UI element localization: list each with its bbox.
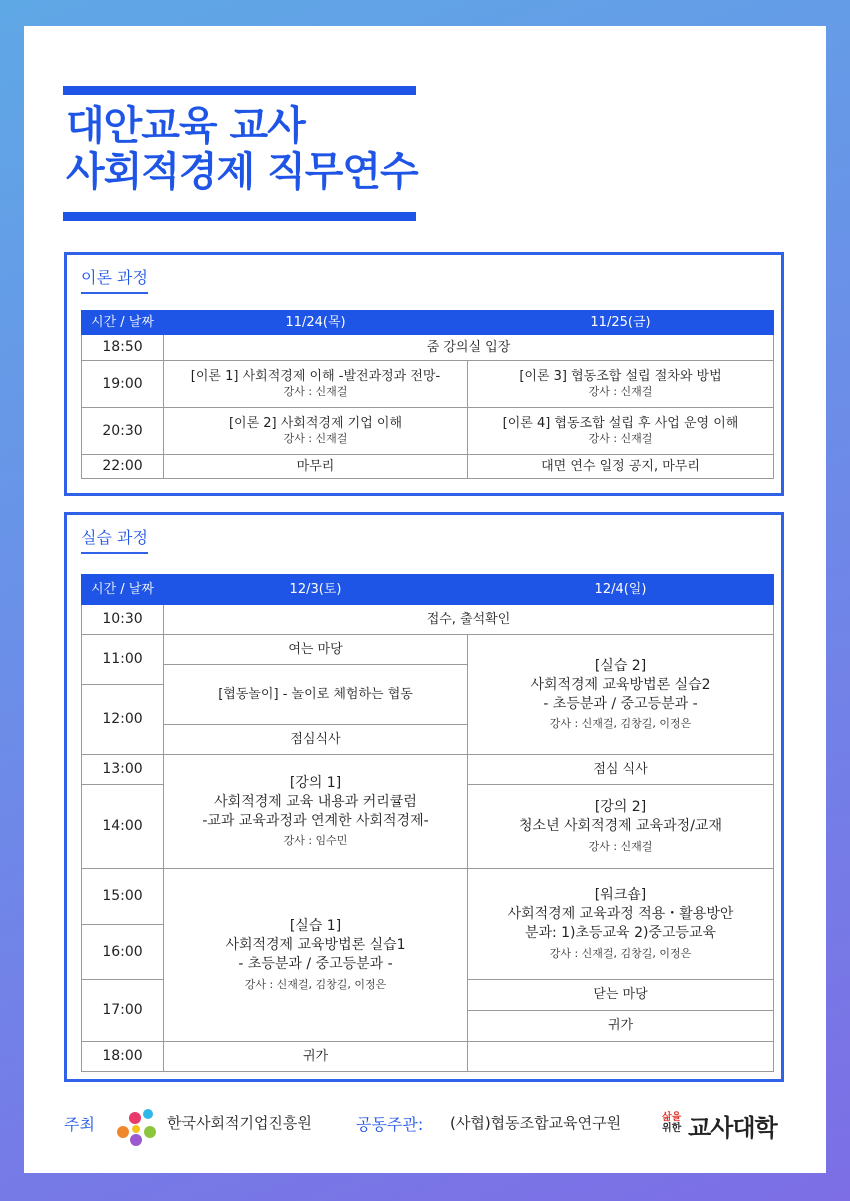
schedule-cell: 귀가 xyxy=(164,1042,468,1072)
session-title: [이론 4] 협동조합 설립 후 사업 운영 이해 xyxy=(502,415,739,431)
session-title: 사회적경제 교육방법론 실습2 xyxy=(530,676,711,693)
theory-col-day1: 11/24(목) xyxy=(164,311,468,335)
theory-section xyxy=(64,252,784,496)
session-subtitle: - 초등분과 / 중고등분과 - xyxy=(238,956,393,973)
session-title: 사회적경제 교육과정 적용・활용방안 xyxy=(507,906,734,923)
teacher-college-logo xyxy=(662,1112,681,1134)
session-title: 청소년 사회적경제 교육과정/교재 xyxy=(519,818,722,835)
session-subtitle: -교과 교육과정과 연계한 사회적경제- xyxy=(202,812,429,829)
logo-big-text: 교사대학 xyxy=(688,1114,777,1142)
schedule-cell: 접수, 출석확인 xyxy=(164,605,774,635)
title-line-2: 사회적경제 직무연수 xyxy=(66,149,418,195)
session-label: [워크숍] xyxy=(594,887,647,904)
session-label: [강의 1] xyxy=(289,774,342,791)
schedule-cell xyxy=(468,785,774,869)
time-cell: 13:00 xyxy=(82,755,164,785)
session-label: [실습 2] xyxy=(594,657,647,674)
lecturer-label: 강사 : 신재걸 xyxy=(588,385,653,399)
logo-small-top: 삶을 xyxy=(662,1112,682,1123)
session-title: 사회적경제 교육 내용과 커리큘럼 xyxy=(214,793,417,810)
session-title: [이론 3] 협동조합 설립 절차와 방법 xyxy=(519,368,722,384)
schedule-cell xyxy=(468,408,774,455)
lecturer-label: 강사 : 신재걸, 김창길, 이정은 xyxy=(549,717,692,731)
time-cell: 15:00 xyxy=(82,869,164,925)
host-org: 한국사회적기업진흥원 xyxy=(167,1114,312,1132)
schedule-cell xyxy=(468,869,774,980)
lecturer-label: 강사 : 임수민 xyxy=(283,834,348,848)
title-top-bar xyxy=(63,86,416,95)
schedule-cell xyxy=(164,408,468,455)
schedule-cell xyxy=(468,635,774,755)
time-cell: 14:00 xyxy=(82,785,164,869)
session-subtitle: - 초등분과 / 중고등분과 - xyxy=(543,695,698,712)
time-cell: 20:30 xyxy=(82,408,164,455)
schedule-cell xyxy=(164,869,468,1042)
time-cell: 19:00 xyxy=(82,361,164,408)
time-cell: 10:30 xyxy=(82,605,164,635)
co-host-org: (사협)협동조합교육연구원 xyxy=(450,1114,622,1132)
time-cell: 11:00 xyxy=(82,635,164,685)
practice-col-time: 시간 / 날짜 xyxy=(82,575,164,605)
title-line-1: 대안교육 교사 xyxy=(66,103,305,149)
lecturer-label: 강사 : 신재걸 xyxy=(283,385,348,399)
session-subtitle: 분과: 1)초등교육 2)중고등교육 xyxy=(524,925,717,942)
session-title: [이론 1] 사회적경제 이해 -발전과정과 전망- xyxy=(190,368,441,384)
schedule-cell: 대면 연수 일정 공지, 마무리 xyxy=(468,455,774,479)
schedule-cell: 점심 식사 xyxy=(468,755,774,785)
practice-col-day1: 12/3(토) xyxy=(164,575,468,605)
lecturer-label: 강사 : 신재걸, 김창길, 이정은 xyxy=(549,946,692,960)
session-title: [이론 2] 사회적경제 기업 이해 xyxy=(228,415,403,431)
theory-col-day2: 11/25(금) xyxy=(468,311,774,335)
time-cell: 22:00 xyxy=(82,455,164,479)
schedule-cell xyxy=(468,361,774,408)
co-host-label: 공동주관: xyxy=(356,1115,424,1134)
schedule-cell xyxy=(164,755,468,869)
practice-table xyxy=(81,574,774,1072)
lecturer-label: 강사 : 신재걸 xyxy=(283,432,348,446)
schedule-cell: 닫는 마당 xyxy=(468,980,774,1011)
schedule-cell: 줌 강의실 입장 xyxy=(164,335,774,361)
schedule-cell: [협동놀이] - 놀이로 체험하는 협동 xyxy=(164,665,468,725)
time-cell: 12:00 xyxy=(82,685,164,755)
title-bottom-bar xyxy=(63,212,416,221)
theory-col-time: 시간 / 날짜 xyxy=(82,311,164,335)
lecturer-label: 강사 : 신재걸 xyxy=(588,839,653,853)
practice-col-day2: 12/4(일) xyxy=(468,575,774,605)
schedule-cell xyxy=(164,361,468,408)
logo-small-bottom: 위한 xyxy=(662,1123,682,1134)
lecturer-label: 강사 : 신재걸, 김창길, 이정은 xyxy=(244,977,387,991)
session-label: [강의 2] xyxy=(594,799,647,816)
lecturer-label: 강사 : 신재걸 xyxy=(588,432,653,446)
schedule-cell: 점심식사 xyxy=(164,725,468,755)
kosea-logo-icon xyxy=(114,1106,160,1150)
time-cell: 16:00 xyxy=(82,925,164,980)
schedule-cell: 귀가 xyxy=(468,1011,774,1042)
session-label: [실습 1] xyxy=(289,918,342,935)
theory-section-title: 이론 과정 xyxy=(81,265,148,294)
time-cell: 18:50 xyxy=(82,335,164,361)
theory-table xyxy=(81,310,774,479)
schedule-cell: 마무리 xyxy=(164,455,468,479)
time-cell: 18:00 xyxy=(82,1042,164,1072)
practice-section xyxy=(64,512,784,1082)
time-cell: 17:00 xyxy=(82,980,164,1042)
schedule-cell: 여는 마당 xyxy=(164,635,468,665)
session-title: 사회적경제 교육방법론 실습1 xyxy=(225,937,406,954)
schedule-cell xyxy=(468,1042,774,1072)
practice-section-title: 실습 과정 xyxy=(81,525,148,554)
host-label: 주최 xyxy=(64,1115,95,1134)
